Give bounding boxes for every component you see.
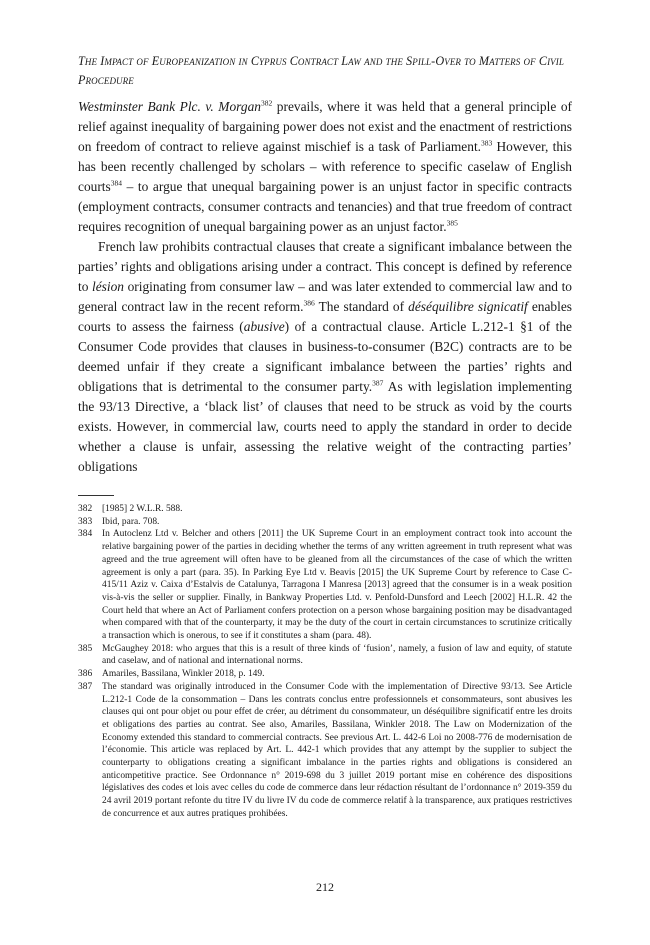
paragraph-text: The standard of [314,299,409,314]
paragraph-text: As with legislation implementing the 93/13 Directive, a ‘black list’ of clauses that need to be struck as void by the courts exists. However, in commercial law, courts need to apply the standard in order to decide whether a clause is unfair, assessing the relative weight of the contracting parties’ obligations [78,379,572,474]
body-text [78,97,572,477]
footnotes [78,503,572,821]
case-name: Westminster Bank Plc. v. Morgan [78,99,261,114]
footnote-text: The standard was originally introduced in the Consumer Code with the implementation of Directive 93/13. See Article L.212-1 Code de la consommation – Dans les contrats conclus entre professionnels et consommateurs, sont abusives les clauses qui ont pour objet ou pour effet de créer, au détriment du consommateur, un déséquilibre significatif entre les droits et obligations des parties au contrat. See also, Amariles, Bassilana, Winkler 2018. The Law on Modernization of the Economy extended this standard to commercial contracts. See previous Art. L. 442-6 Loi no 2008-776 de modernisation de l’économie. This article was replaced by Art. L. 442-1 which provides that any attempt by the supplier to subject the counterparty to obligations creating a significant imbalance in the parties rights and obligations is considered an anticompetitive practice. See Ordonnance n° 2019-698 du 3 juillet 2019 portant mise en cohérence des dispositions législatives des codes et lois avec celles du code de commerce dans leur rédaction résultant de l’ordonnance n° 2019-359 du 24 avril 2019 portant refonte du titre IV du livre IV du code de commerce relatif à la transparence, aux pratiques restrictives de concurrence et aux autres pratiques prohibées. [102,681,572,819]
footnote-text: Ibid, para. 708. [102,516,160,527]
footnote-ref-383[interactable]: 383 [481,138,493,148]
footnote [78,643,572,668]
footnote [78,528,572,642]
paragraph-text: enables courts to assess the fairness ( [78,299,572,334]
footnote-text: Amariles, Bassilana, Winkler 2018, p. 149. [102,669,265,680]
footnote-number: 386 [78,669,93,680]
footnote-number: 387 [78,681,93,692]
footnote [78,681,572,821]
paragraph-1 [78,97,572,237]
running-header: The Impact of Europeanization in Cyprus Contract Law and the Spill-Over to Matters of Civil Procedure [78,54,564,87]
footnote-divider [78,495,114,496]
paragraph-text: French law prohibits contractual clauses that create a significant imbalance between the parties’ rights and obligations arising under a contract. This concept is defined by reference to [78,239,572,294]
footnote [78,668,572,681]
footnote-ref-385[interactable]: 385 [446,218,458,228]
footnote-number: 382 [78,504,93,514]
page-content [78,52,572,821]
footnote-ref-387[interactable]: 387 [372,378,384,388]
footnote-ref-384[interactable]: 384 [110,178,122,188]
footnote-number: 383 [78,516,93,527]
footnote-text: McGaughey 2018: who argues that this is a result of three kinds of ‘fusion’, namely, a fusion of law and equity, of statute and caselaw, and of national and international norms. [102,643,572,667]
footnote-number: 384 [78,529,93,540]
footnote-number: 385 [78,643,93,654]
footnote-text: In Autoclenz Ltd v. Belcher and others [2011] the UK Supreme Court in an employment contract took into account the relative bargaining power of the parties in deciding whether the terms of any written agreement in truth represent what was agreed and the true agreement will often have to be gleaned from all the circumstances of the case of which the written agreement is only a part (para. 35). In Parking Eye Ltd v. Beavis [2015] the UK Supreme Court by reference to Case C-415/11 Aziz v. Caixa d’Estalvis de Catalunya, Tarragona I Manresa [2013] agreed that the consumer is in a weak position vis-à-vis the seller or supplier. Finally, in Bankway Properties Ltd. v. Penfold-Dunsford and Leech [2002] H.L.R. 42 the Court held that where an Act of Parliament confers protection on a person whose bargaining position may be disadvantaged when compared with that of the counterparty, it may be the duty of the court in certain circumstances to scrutinize critically a transaction which is onerous, to see if it constitutes a sham (para. 48). [102,529,572,642]
footnote [78,516,572,529]
paragraph-2 [78,237,572,477]
paragraph-text: prevails, where it was held that a general principle of relief against inequality of bargaining power does not exist and the enactment of restrictions on freedom of contract to relieve against mischief is a task of Parliament. [78,99,572,154]
footnote-ref-386[interactable]: 386 [303,298,315,308]
footnote [78,503,572,516]
paragraph-text: – to argue that unequal bargaining power is an unjust factor in specific contracts (employment contracts, consumer contracts and tenancies) and that true freedom of contract requires recognition of unequal bargaining power as an unjust factor. [78,179,572,234]
paragraph-text: originating from consumer law – and was later extended to commercial law and to general contract law in the recent reform. [78,279,572,314]
term-lesion: lésion [92,279,124,294]
page-number: 212 [316,880,334,894]
footnote-ref-382[interactable]: 382 [260,98,273,108]
term-desequilibre: déséquilibre signicatif [408,299,528,314]
footnote-text: [1985] 2 W.L.R. 588. [102,504,183,514]
term-abusive: abusive [243,319,285,334]
paragraph-text: However, this has been recently challenged by scholars – with reference to specific caselaw of English courts [78,139,572,194]
paragraph-text: ) of a contractual clause. Article L.212-1 §1 of the Consumer Code provides that clauses in business-to-consumer (B2C) contracts are to be deemed unfair if they create a significant imbalance between the parties’ rights and obligations that is detrimental to the consumer party. [78,319,572,394]
